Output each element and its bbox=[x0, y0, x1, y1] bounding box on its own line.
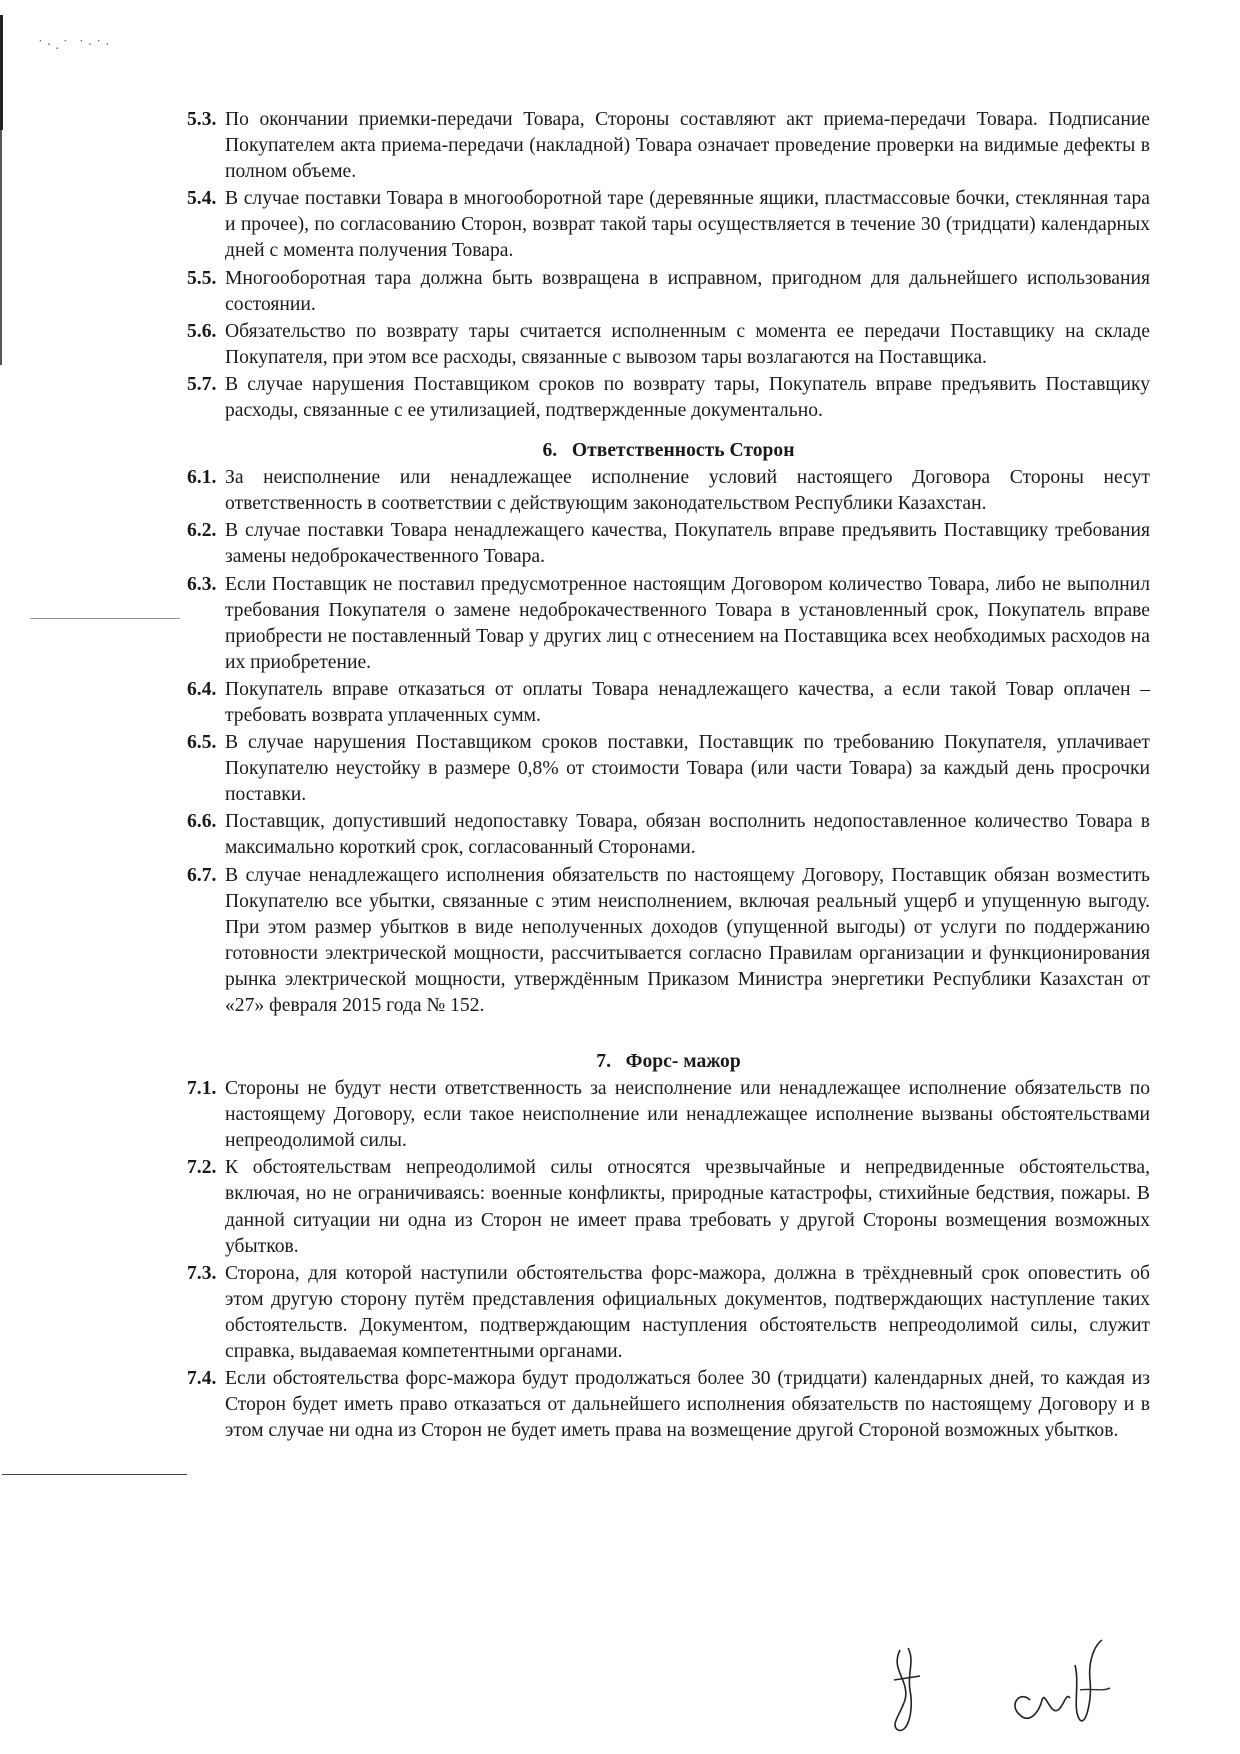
clause-number: 6.3. bbox=[187, 573, 217, 595]
clause-number: 6.7. bbox=[187, 864, 217, 886]
clause-number: 6.6. bbox=[187, 811, 217, 833]
clause-6-2 bbox=[187, 518, 1150, 570]
clause-5-6 bbox=[187, 319, 1150, 371]
clause-7-4 bbox=[187, 1366, 1150, 1444]
clause-5-7 bbox=[187, 372, 1150, 424]
clause-number: 7.2. bbox=[187, 1157, 217, 1179]
dash-line-63 bbox=[30, 618, 180, 619]
clause-text: В случае поставки Товара в многооборотной таре (деревянные ящики, пластмассовые бочки, стеклянная тара и прочее), по согласованию Сторон, возврат такой тары осуществляется в течение 30 (тридцати) календарных дней с момента получения Товара. bbox=[225, 188, 1150, 262]
clause-6-4 bbox=[187, 677, 1150, 729]
clause-number: 7.3. bbox=[187, 1262, 217, 1284]
clause-text: В случае ненадлежащего исполнения обязательств по настоящему Договору, Поставщик обязан возместить Покупателю все убытки, связанные с этим неисполнением, включая реальный ущерб и упущенную выгоду. При этом размер убытков в виде неполученных доходов (упущенной выгоды) от услуги по поддержанию готовности электрической мощности, рассчитывается согласно Правилам организации и функционирования рынка электрической мощности, утверждённым Приказом Министра энергетики Республики Казахстан от «27» февраля 2015 года № 152. bbox=[225, 864, 1150, 1016]
clause-number: 6.4. bbox=[187, 678, 217, 700]
clause-text: В случае нарушения Поставщиком сроков по возврату тары, Покупатель вправе предъявить Поставщику расходы, связанные с ее утилизацией, подтвержденные документально. bbox=[225, 373, 1150, 422]
section-heading: 7. Форс- мажор bbox=[596, 1051, 741, 1073]
clause-number: 6.1. bbox=[187, 467, 217, 489]
clause-5-4 bbox=[187, 186, 1150, 264]
clause-number: 5.7. bbox=[187, 373, 217, 395]
clause-6-7 bbox=[187, 863, 1150, 1020]
section-7 bbox=[187, 1049, 1150, 1444]
scan-dots: ˙·.˙ ˙·˙· bbox=[38, 38, 114, 53]
clause-text: Если Поставщик не поставил предусмотренное настоящим Договором количество Товара, либо не выполнил требования Покупателя о замене недоброкачественного Товара в установленный срок, Покупатель вправе приобрести не поставленный Товар у других лиц с отнесением на Поставщика всех необходимых расходов на их приобретение. bbox=[225, 573, 1150, 673]
dash-line-74 bbox=[2, 1474, 187, 1475]
signature-mark-icon bbox=[880, 1630, 1180, 1740]
clause-number: 6.5. bbox=[187, 732, 217, 754]
clause-text: Сторона, для которой наступили обстоятельства форс-мажора, должна в трёхдневный срок оповестить об этом другую сторону путём представления официальных документов, подтверждающих наступление таких обстоятельств. Документом, подтверждающим наступления обстоятельств непреодолимой силы, служит справка, выдаваемая компетентными органами. bbox=[225, 1262, 1150, 1363]
clause-text: Покупатель вправе отказаться от оплаты Товара ненадлежащего качества, а если такой Товар оплачен – требовать возврата уплаченных сумм. bbox=[225, 678, 1150, 726]
scan-edge-mid bbox=[0, 130, 2, 365]
section-heading: 6. Ответственность Сторон bbox=[542, 440, 795, 462]
clause-number: 7.1. bbox=[187, 1078, 217, 1100]
clause-number: 6.2. bbox=[187, 520, 217, 542]
clause-6-3 bbox=[187, 572, 1150, 676]
clause-6-6 bbox=[187, 809, 1150, 861]
clause-7-2 bbox=[187, 1155, 1150, 1259]
clause-6-5 bbox=[187, 730, 1150, 808]
document-page bbox=[187, 107, 1150, 1445]
clause-number: 7.4. bbox=[187, 1368, 217, 1390]
clause-text: В случае нарушения Поставщиком сроков поставки, Поставщик по требованию Покупателя, уплачивает Покупателю неустойку в размере 0,8% от стоимости Товара (или части Товара) за каждый день просрочки поставки. bbox=[225, 732, 1150, 806]
clause-7-1 bbox=[187, 1076, 1150, 1154]
clause-6-1 bbox=[187, 465, 1150, 517]
clause-text: Если обстоятельства форс-мажора будут продолжаться более 30 (тридцати) календарных дней, то каждая из Сторон будет иметь право отказаться от дальнейшего исполнения обязательств по настоящему Договору и в этом случае ни одна из Сторон не будет иметь права на возмещение другой Стороной возможных убытков. bbox=[225, 1368, 1150, 1442]
clause-text: В случае поставки Товара ненадлежащего качества, Покупатель вправе предъявить Поставщику требования замены недоброкачественного Товара. bbox=[225, 520, 1150, 568]
clause-text: Многооборотная тара должна быть возвращена в исправном, пригодном для дальнейшего использования состоянии. bbox=[225, 267, 1150, 315]
clause-text: Обязательство по возврату тары считается исполненным с момента ее передачи Поставщику на складе Покупателя, при этом все расходы, связанные с вывозом тары возлагаются на Поставщика. bbox=[225, 320, 1150, 368]
clause-text: По окончании приемки-передачи Товара, Стороны составляют акт приема-передачи Товара. Подписание Покупателем акта приема-передачи (накладной) Товара означает проведение проверки на видимые дефекты в полном объеме. bbox=[225, 109, 1150, 183]
clause-text: Поставщик, допустивший недопоставку Товара, обязан восполнить недопоставленное количество Товара в максимально короткий срок, согласованный Сторонами. bbox=[225, 811, 1150, 859]
section-5 bbox=[187, 107, 1150, 424]
clause-5-5 bbox=[187, 266, 1150, 318]
clause-text: К обстоятельствам непреодолимой силы относятся чрезвычайные и непредвиденные обстоятельства, включая, но не ограничиваясь: военные конфликты, природные катастрофы, стихийные бедствия, пожары. В данной ситуации ни одна из Сторон не имеет права требовать у другой Стороны возмещения возможных убытков. bbox=[225, 1157, 1150, 1257]
clause-text: Стороны не будут нести ответственность за неисполнение или ненадлежащее исполнение обязательств по настоящему Договору, если такое неисполнение или ненадлежащее исполнение вызваны обстоятельствами непреодолимой силы. bbox=[225, 1078, 1150, 1152]
section-6 bbox=[187, 438, 1150, 1019]
clause-number: 5.6. bbox=[187, 320, 217, 342]
clause-number: 5.5. bbox=[187, 267, 217, 289]
clause-number: 5.4. bbox=[187, 188, 217, 210]
clause-text: За неисполнение или ненадлежащее исполнение условий настоящего Договора Стороны несут ответственность в соответствии с действующим законодательством Республики Казахстан. bbox=[225, 467, 1150, 515]
clause-5-3 bbox=[187, 107, 1150, 185]
scan-edge-top bbox=[0, 15, 3, 130]
signatures bbox=[880, 1630, 1180, 1740]
clause-7-3 bbox=[187, 1261, 1150, 1365]
clause-number: 5.3. bbox=[187, 109, 217, 130]
